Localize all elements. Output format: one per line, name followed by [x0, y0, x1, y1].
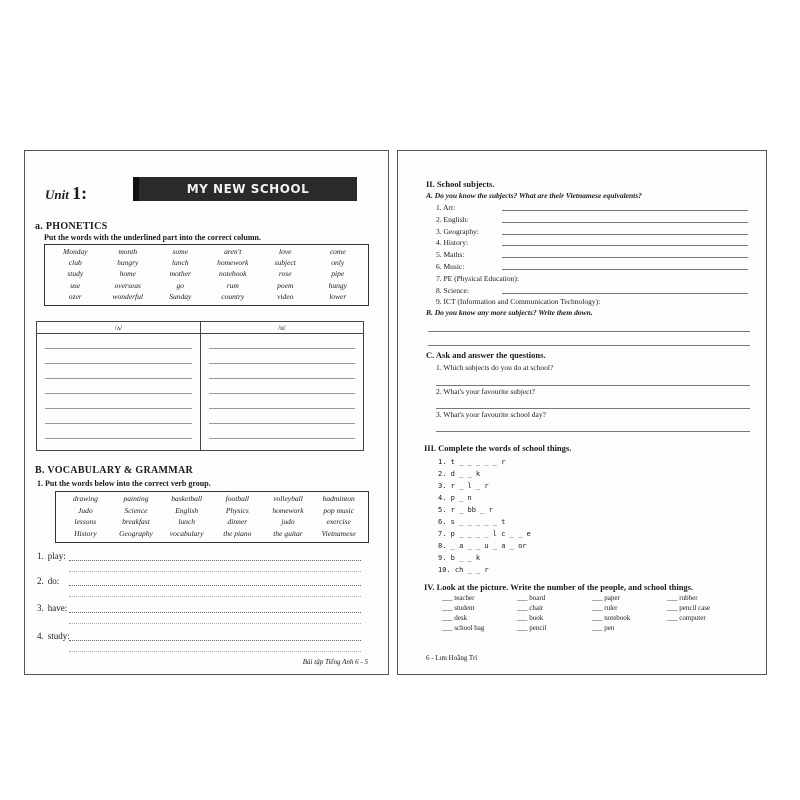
- section2-a-instruction: A. Do you know the subjects? What are their Vietnamese equivalents?: [426, 191, 642, 200]
- people-thing-item: ___ board: [517, 594, 546, 602]
- phonetics-word: home: [119, 269, 136, 279]
- answer-line[interactable]: [69, 596, 361, 597]
- subject-row: [436, 226, 600, 238]
- answer-line[interactable]: [436, 385, 750, 386]
- right-page: [397, 150, 767, 675]
- unit-number: 1:: [72, 183, 88, 203]
- question-3: 3. What's your favourite school day?: [436, 410, 546, 419]
- verb-group-label: do:: [47, 576, 60, 586]
- vocab-word: lessons: [74, 517, 97, 526]
- phonetics-word-box: [44, 244, 369, 306]
- people-things-grid: [442, 594, 742, 632]
- vocab-word: vocabulary: [169, 528, 204, 538]
- vocab-word: History: [74, 528, 97, 538]
- subject-row: [436, 214, 600, 226]
- left-page: [24, 150, 389, 675]
- vocab-word: Science: [124, 505, 148, 515]
- phonetics-word: month: [118, 247, 138, 256]
- vocab-word: Vietnamese: [321, 528, 356, 538]
- people-thing-item: ___ pencil: [517, 624, 547, 632]
- vocab-word: breakfast: [122, 517, 150, 526]
- phonetics-word: club: [68, 258, 82, 268]
- phonetics-column-table: [36, 321, 364, 451]
- answer-line[interactable]: [69, 651, 361, 652]
- answer-line[interactable]: [502, 257, 748, 258]
- phonetics-word: pipe: [331, 269, 345, 279]
- subject-list: [436, 202, 600, 308]
- vocab-word: homework: [272, 505, 304, 515]
- people-thing-item: ___ paper: [592, 594, 620, 602]
- phonetics-word: Monday: [62, 247, 88, 256]
- subject-row: [436, 285, 600, 297]
- vocab-word: pop music: [323, 505, 354, 515]
- verb-group-row: [37, 576, 373, 586]
- school-thing-item: 9. b _ _ k: [438, 554, 481, 562]
- answer-line[interactable]: [436, 431, 750, 432]
- verb-group-label: play:: [47, 551, 66, 561]
- answer-line[interactable]: [69, 623, 361, 624]
- people-thing-item: [667, 624, 742, 632]
- verb-group-number: 1.: [37, 551, 44, 561]
- phonetics-instruction: Put the words with the underlined part into the correct column.: [44, 233, 261, 242]
- verb-group-label: have:: [47, 603, 68, 613]
- school-thing-item: 4. p _ n: [438, 494, 472, 502]
- people-thing-item: ___ rubber: [667, 594, 698, 602]
- people-thing-item: ___ student: [442, 604, 475, 612]
- school-thing-item: 8. _ a _ _ u _ a _ or: [438, 542, 527, 550]
- phonetics-word: only: [331, 258, 345, 268]
- phonetics-word: subject: [274, 258, 296, 268]
- page-footer-right: 6 - Lưu Hoằng Trí: [426, 654, 478, 662]
- school-thing-item: 3. r _ l _ r: [438, 482, 489, 490]
- unit-title-bar: MY NEW SCHOOL: [133, 177, 357, 201]
- people-thing-item: ___ book: [517, 614, 544, 622]
- people-thing-item: ___ desk: [442, 614, 468, 622]
- answer-line[interactable]: [69, 571, 361, 572]
- verb-group-row: [37, 551, 373, 561]
- school-thing-item: 10. ch _ _ r: [438, 566, 489, 574]
- vocab-word: Geography: [119, 528, 153, 538]
- phonetics-word: go: [176, 280, 184, 290]
- vocab-word: painting: [123, 494, 149, 503]
- vocab-word: basketball: [171, 494, 203, 503]
- phonetics-word: overseas: [114, 280, 141, 290]
- school-thing-item: 6. s _ _ _ _ _ t: [438, 518, 506, 526]
- page-footer-left: Bài tập Tiếng Anh 6 - 5: [302, 658, 368, 666]
- answer-line[interactable]: [436, 408, 750, 409]
- column-right: [200, 322, 363, 450]
- phonetics-heading: a. PHONETICS: [35, 221, 108, 232]
- phonetics-word: rum: [226, 280, 239, 290]
- school-thing-item: 5. r _ bb _ r: [438, 506, 493, 514]
- subject-label: 8. Science:: [436, 285, 469, 295]
- phonetics-word: poem: [277, 280, 294, 290]
- vocab-instruction: 1. Put the words below into the correct verb group.: [37, 479, 211, 488]
- answer-line[interactable]: [502, 269, 748, 270]
- people-thing-item: ___ computer: [667, 614, 706, 622]
- phonetics-word: hungry: [117, 258, 139, 268]
- people-thing-item: ___ pen: [592, 624, 615, 632]
- verb-group-number: 2.: [37, 576, 44, 586]
- subject-row: [436, 237, 600, 249]
- people-thing-item: ___ pencil case: [667, 604, 711, 612]
- subject-label: 7. PE (Physical Education):: [436, 273, 519, 283]
- phonetics-word: country: [221, 291, 245, 301]
- answer-line[interactable]: [69, 585, 361, 586]
- phonetics-word: some: [172, 247, 188, 256]
- subject-label: 5. Maths:: [436, 250, 465, 260]
- phonetics-word: video: [277, 291, 294, 301]
- school-thing-item: 7. p _ _ _ _ l c _ _ e: [438, 530, 531, 538]
- vocab-word: judo: [281, 517, 295, 526]
- subject-label: 6. Music:: [436, 261, 465, 271]
- vocab-word: drawing: [72, 494, 98, 503]
- section3-heading: III. Complete the words of school things.: [424, 443, 572, 453]
- phonetics-word: lower: [329, 291, 347, 301]
- section-c-heading: C. Ask and answer the questions.: [426, 350, 546, 360]
- answer-line[interactable]: [428, 345, 750, 346]
- vocab-word: lunch: [178, 517, 195, 526]
- column-left-header: /ʌ/: [37, 322, 200, 334]
- question-2: 2. What's your favourite subject?: [436, 387, 535, 396]
- answer-line[interactable]: [502, 245, 748, 246]
- school-things-list: [438, 456, 531, 576]
- vocab-word: English: [175, 505, 199, 515]
- phonetics-word: mother: [169, 269, 191, 279]
- vocab-word: dinner: [227, 517, 248, 526]
- vocab-word: the piano: [223, 528, 252, 538]
- verb-group-row: [37, 603, 373, 613]
- section2-b-instruction: B. Do you know any more subjects? Write them down.: [426, 308, 593, 317]
- phonetics-word: homework: [217, 258, 249, 268]
- answer-line[interactable]: [69, 560, 361, 561]
- answer-line[interactable]: [502, 234, 748, 235]
- people-thing-item: ___ ruler: [592, 604, 618, 612]
- subject-row: [436, 202, 600, 214]
- phonetics-word: wonderful: [112, 291, 143, 301]
- vocab-heading: B. VOCABULARY & GRAMMAR: [35, 465, 194, 476]
- vocab-word: volleyball: [273, 494, 303, 503]
- phonetics-word: aren't: [224, 247, 242, 256]
- subject-row: [436, 261, 600, 273]
- people-thing-item: ___ chair: [517, 604, 544, 612]
- answer-line[interactable]: [69, 640, 361, 641]
- section4-heading: IV. Look at the picture. Write the number of the people, and school things.: [424, 582, 694, 592]
- phonetics-word: hungy: [328, 280, 347, 290]
- phonetics-word: rose: [278, 269, 292, 279]
- phonetics-word: ozer: [68, 291, 82, 301]
- vocab-word: exercise: [326, 517, 351, 526]
- subject-label: 1. Art:: [436, 203, 456, 212]
- answer-line[interactable]: [502, 293, 748, 294]
- question-1: 1. Which subjects do you do at school?: [436, 363, 554, 372]
- verb-group-number: 4.: [37, 631, 44, 641]
- answer-line[interactable]: [69, 612, 361, 613]
- unit-label: Unit 1:: [45, 183, 88, 203]
- vocab-word: Judo: [78, 505, 93, 515]
- answer-line[interactable]: [428, 331, 750, 332]
- subject-row: [436, 296, 600, 308]
- vocab-word: Physics: [225, 505, 249, 515]
- phonetics-word: use: [70, 280, 81, 290]
- people-thing-item: ___ teacher: [442, 594, 475, 602]
- phonetics-word: love: [279, 247, 292, 256]
- answer-line[interactable]: [502, 222, 748, 223]
- phonetics-word: notebook: [219, 269, 247, 279]
- vocab-word: the guitar: [273, 528, 303, 538]
- verb-group-label: study:: [47, 631, 70, 641]
- subject-label: 4. History:: [436, 238, 469, 248]
- subject-row: [436, 273, 600, 285]
- people-thing-item: ___ notebook: [592, 614, 631, 622]
- phonetics-word: study: [67, 269, 84, 279]
- school-thing-item: 2. d _ _ k: [438, 470, 481, 478]
- subject-label: 2. English:: [436, 214, 469, 224]
- section2-heading: II. School subjects.: [426, 179, 495, 189]
- subject-row: [436, 249, 600, 261]
- column-right-header: /u/: [201, 322, 363, 334]
- phonetics-word: lunch: [171, 258, 189, 268]
- vocab-word-box: [55, 491, 369, 543]
- answer-line[interactable]: [502, 210, 748, 211]
- people-thing-item: ___ school bag: [442, 624, 485, 632]
- phonetics-word: Sunday: [169, 291, 192, 301]
- verb-group-row: [37, 631, 373, 641]
- subject-label: 9. ICT (Information and Communication Technology):: [436, 297, 601, 307]
- school-thing-item: 1. t _ _ _ _ _ r: [438, 458, 506, 466]
- verb-group-number: 3.: [37, 603, 44, 613]
- vocab-word: football: [225, 494, 249, 503]
- column-left: [37, 322, 200, 450]
- phonetics-word: come: [329, 247, 346, 256]
- vocab-word: badminton: [322, 494, 355, 503]
- subject-label: 3. Geography:: [436, 226, 479, 236]
